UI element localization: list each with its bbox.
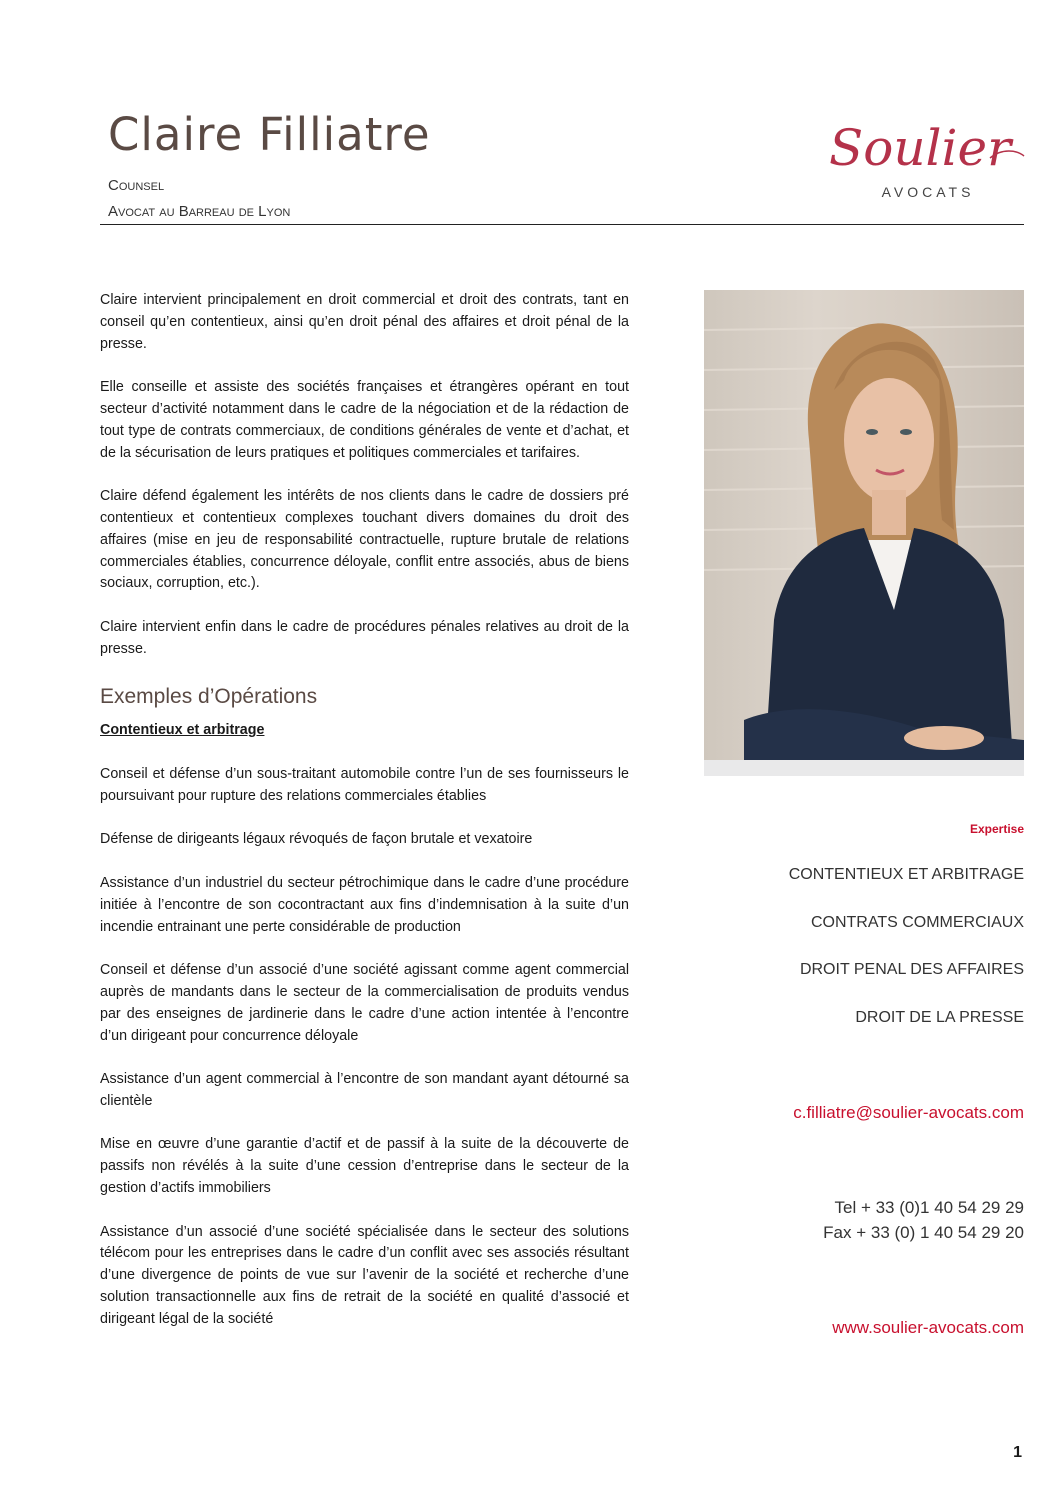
header-divider bbox=[100, 224, 1024, 225]
bio-paragraph: Claire défend également les intérêts de nos clients dans le cadre de dossiers pré contentieux et contentieux complexes touchant divers domaines du droit des affaires (mise en jeu de responsabilité contractuelle, rupture brutale de relations commerciales établies, concurrence déloyale, conflit entre associés, abus de biens sociaux, corruption, etc.). bbox=[100, 488, 629, 592]
expertise-item: CONTRATS COMMERCIAUX bbox=[810, 914, 1024, 931]
bio-paragraph: Claire intervient principalement en droit commercial et droit des contrats, tant en conseil qu’en contentieux, ainsi qu’en droit pénal des affaires et droit pénal de la presse. bbox=[100, 292, 629, 352]
logo-script: Soulier bbox=[828, 119, 1012, 177]
expertise-item: DROIT PENAL DES AFFAIRES bbox=[799, 961, 1024, 978]
person-name: Claire Filliatre bbox=[108, 108, 431, 161]
expertise-label: Expertise bbox=[969, 822, 1024, 836]
logo-subtitle: AVOCATS bbox=[881, 184, 975, 200]
website-link[interactable]: www.soulier-avocats.com bbox=[832, 1318, 1024, 1337]
operation-item: Assistance d’un agent commercial à l’encontre de son mandant ayant détourné sa clientèle bbox=[100, 1071, 629, 1109]
operation-item: Assistance d’un associé d’une société spécialisée dans le secteur des solutions télécom pour les entreprises dans le cadre d’un conflit avec ses associés résultant d’une divergence de points de vue sur l’avenir de la société et recherche d’une solution transactionnelle aux fins de retrait de la société en qualité d’associé et dirigeant légal de la société bbox=[100, 1223, 629, 1327]
bar-membership: Avocat au Barreau de Lyon bbox=[108, 203, 291, 220]
operation-item: Conseil et défense d’un sous-traitant automobile contre l’un de ses fournisseurs le poursuivant pour rupture des relations commerciales établies bbox=[100, 765, 629, 804]
operation-item: Défense de dirigeants légaux révoqués de façon brutale et vexatoire bbox=[100, 831, 533, 848]
page-number: 1 bbox=[1013, 1444, 1022, 1461]
operation-item: Mise en œuvre d’une garantie d’actif et de passif à la suite de la découverte de passifs non révélés à la suite d’une cession d’entreprise dans le secteur de la gestion d’actifs immobiliers bbox=[100, 1136, 629, 1197]
bio-paragraph: Claire intervient enfin dans le cadre de procédures pénales relatives au droit de la presse. bbox=[100, 618, 629, 657]
job-title: Counsel bbox=[108, 177, 165, 194]
email-link[interactable]: c.filliatre@soulier-avocats.com bbox=[793, 1103, 1024, 1122]
portrait-photo bbox=[704, 290, 1024, 776]
soulier-logo bbox=[812, 118, 1028, 210]
operation-item: Conseil et défense d’un associé d’une société agissant comme agent commercial auprès de mandants dans le secteur de la commercialisation de produits vendus par des enseignes de jardinerie dans le cadre d’une action intentée à l’encontre d’un dirigeant pour concurrence déloyale bbox=[100, 962, 629, 1044]
operations-heading: Exemples d’Opérations bbox=[100, 685, 318, 709]
operation-item: Assistance d’un industriel du secteur pétrochimique dans le cadre d’une procédure initiée à l’encontre de son cocontractant aux fins d’indemnisation à la suite d’un incendie entrainant une perte considérable de production bbox=[100, 874, 629, 935]
expertise-item: DROIT DE LA PRESSE bbox=[855, 1009, 1024, 1026]
expertise-item: CONTENTIEUX ET ARBITRAGE bbox=[788, 866, 1024, 883]
fax-number: Fax + 33 (0) 1 40 54 29 20 bbox=[823, 1223, 1024, 1242]
operations-subheading: Contentieux et arbitrage bbox=[100, 722, 265, 739]
bio-paragraph: Elle conseille et assiste des sociétés françaises et étrangères opérant en tout secteur d’activité notamment dans le cadre de la négociation et de la rédaction de tout type de contrats commerciaux, de conditions générales de vente et d’achat, et de la sécurisation de leurs pratiques et politiques commerciales et tarifaires. bbox=[100, 379, 629, 461]
portrait-illustration bbox=[704, 290, 1024, 776]
phone-number: Tel + 33 (0)1 40 54 29 29 bbox=[834, 1198, 1024, 1217]
main-column bbox=[100, 290, 629, 1352]
